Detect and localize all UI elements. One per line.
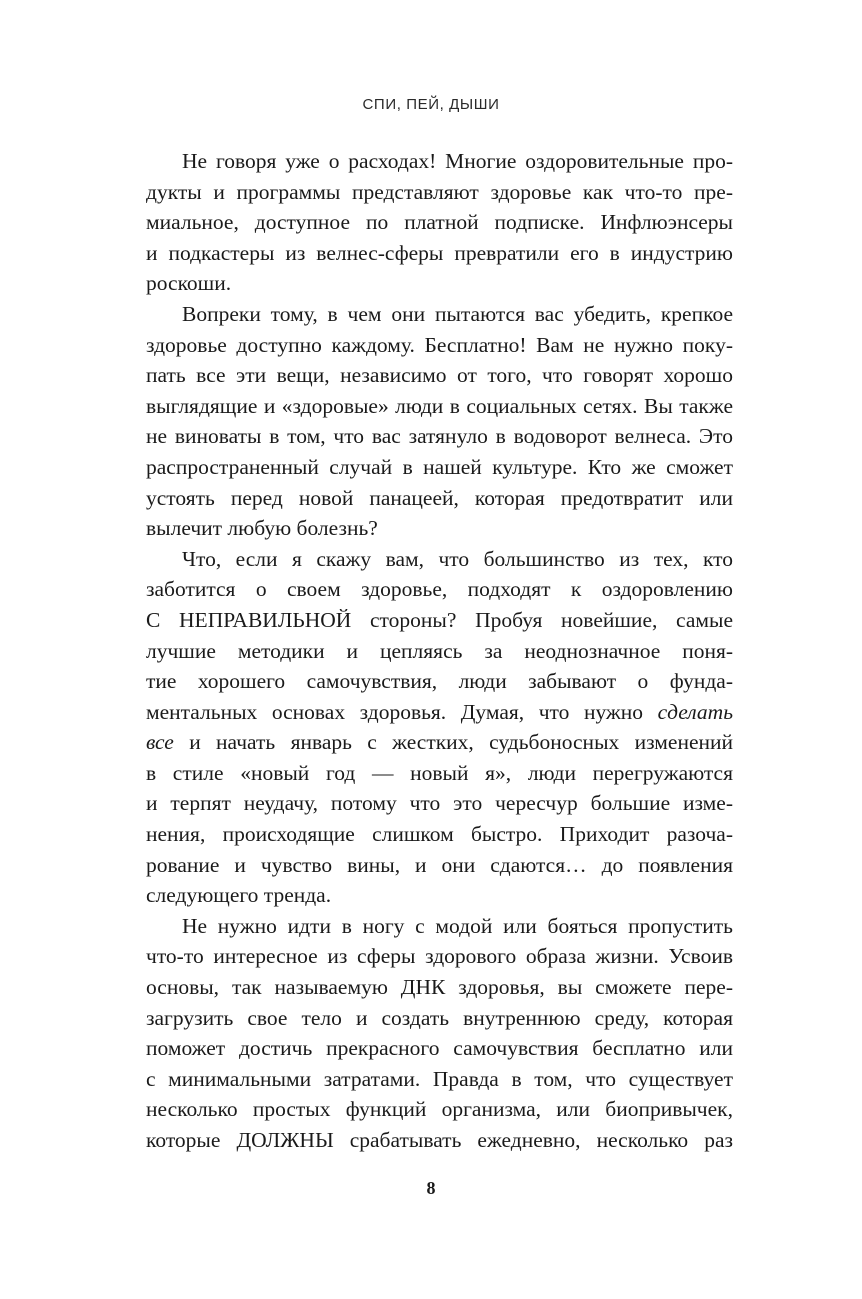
text-line: основы, так называемую ДНК здоровья, вы сможете пере-	[146, 975, 733, 1000]
text-line: С НЕПРАВИЛЬНОЙ стороны? Пробуя новейшие, самые	[146, 607, 733, 632]
text-segment: ментальных основах здоровья. Думая, что нужно	[146, 699, 658, 724]
text-line: несколько простых функций организма, или биопривычек,	[146, 1097, 733, 1122]
text-line: что-то интересное из сферы здорового образа жизни. Усвоив	[146, 944, 733, 969]
text-line: выглядящие и «здоровые» люди в социальных сетях. Вы также	[146, 393, 733, 418]
text-line: и терпят неудачу, потому что это чересчур большие изме-	[146, 791, 733, 816]
text-line-with-italic	[146, 697, 733, 728]
text-segment: и начать январь с жестких, судьбоносных изменений	[189, 730, 734, 755]
text-line: Что, если я скажу вам, что большинство из тех, кто	[182, 546, 733, 571]
text-line: роскоши.	[146, 271, 232, 296]
text-line: которые ДОЛЖНЫ срабатывать ежедневно, несколько раз	[146, 1128, 733, 1152]
text-line: Вопреки тому, в чем они пытаются вас убедить, крепкое	[182, 301, 733, 326]
text-line: тие хорошего самочувствия, люди забывают о фунда-	[146, 669, 733, 694]
text-line: в стиле «новый год — новый я», люди перегружаются	[146, 760, 733, 785]
text-line: пать все эти вещи, независимо от того, что говорят хорошо	[146, 363, 733, 388]
text-line: распространенный случай в нашей культуре. Кто же сможет	[146, 454, 733, 479]
text-line: устоять перед новой панацеей, которая предотвратит или	[146, 485, 733, 510]
text-line: вылечит любую болезнь?	[146, 516, 378, 541]
page-number: 8	[426, 1178, 436, 1198]
text-line: Не говоря уже о расходах! Многие оздоровительные про-	[182, 149, 733, 173]
text-line: не виноваты в том, что вас затянуло в водоворот велнеса. Это	[146, 424, 733, 449]
text-line: заботится о своем здоровье, подходят к оздоровлению	[146, 577, 733, 602]
italic-word: все	[146, 730, 174, 755]
text-line: здоровье доступно каждому. Бесплатно! Вам не нужно поку-	[146, 332, 733, 357]
text-line: нения, происходящие слишком быстро. Приходит разоча-	[146, 822, 733, 847]
running-head: СПИ, ПЕЙ, ДЫШИ	[362, 96, 500, 113]
body-text	[146, 146, 733, 1156]
text-line: и подкастеры из велнес-сферы превратили его в индустрию	[146, 240, 733, 265]
italic-word: сделать	[657, 699, 733, 724]
text-line: Не нужно идти в ногу с модой или бояться пропустить	[182, 913, 733, 938]
text-line: поможет достичь прекрасного самочувствия бесплатно или	[146, 1036, 733, 1061]
text-line: с минимальными затратами. Правда в том, что существует	[146, 1066, 733, 1091]
text-line: следующего тренда.	[146, 883, 332, 908]
text-line: миальное, доступное по платной подписке. Инфлюэнсеры	[146, 210, 733, 235]
text-line: рование и чувство вины, и они сдаются… до появления	[146, 852, 733, 877]
text-line: загрузить свое тело и создать внутреннюю среду, которая	[146, 1005, 733, 1030]
text-line: дукты и программы представляют здоровье как что-то пре-	[146, 179, 733, 204]
text-line-with-italic	[146, 727, 733, 758]
text-line: лучшие методики и цепляясь за неоднозначное поня-	[146, 638, 733, 663]
